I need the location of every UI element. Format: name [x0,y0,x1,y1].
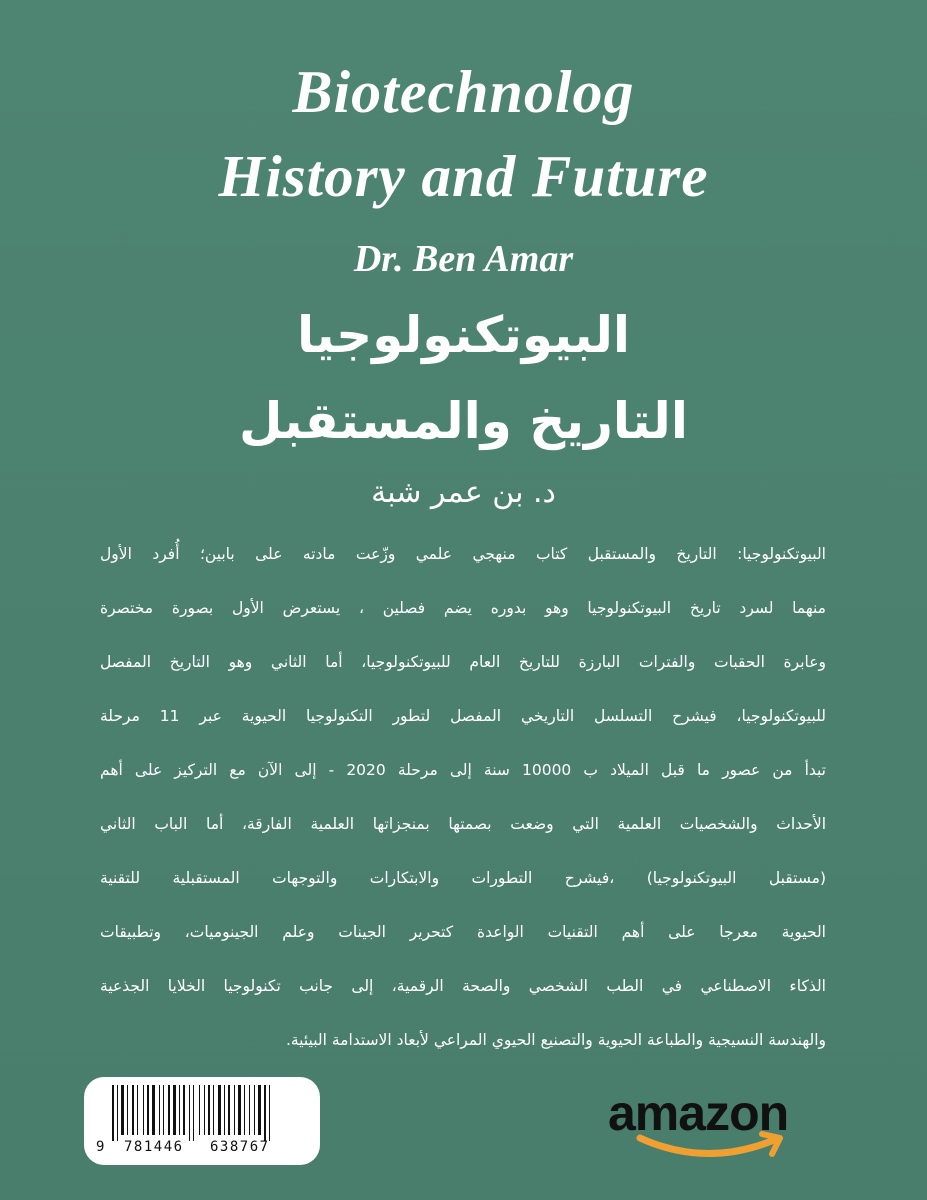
barcode-right-group: 638767 [210,1139,270,1155]
book-description [100,538,826,1078]
arabic-title-line2: التاريخ والمستقبل [239,392,688,450]
description-line: والهندسة النسيجية والطباعة الحيوية والتصنيع الحيوي المراعي لأبعاد الاستدامة البيئية. [285,1031,826,1049]
isbn-barcode [84,1077,320,1165]
amazon-smile-icon [636,1130,786,1166]
english-title-line2: History and Future [218,143,709,209]
description-line: تبدأ من عصور ما قبل الميلاد ب 10000 سنة إلى مرحلة 2020 - إلى الآن مع التركيز على أهم [100,761,826,779]
barcode-lead-digit: 9 [96,1139,106,1155]
barcode-bars [108,1085,298,1141]
description-line: الأحداث والشخصيات العلمية التي وضعت بصمتها بمنجزاتها العلمية الفارقة، أما الباب الثاني [100,815,826,833]
amazon-logo-text: amazon [608,1085,789,1141]
description-line: الحيوية معرجا على أهم التقنيات الواعدة كتحرير الجينات وعلم الجينوميات، وتطبيقات [100,923,826,941]
description-line: (مستقبل البيوتكنولوجيا) ،فيشرح التطورات والابتكارات والتوجهات المستقبلية للتقنية [100,869,826,887]
description-line: منهما لسرد تاريخ البيوتكنولوجيا وهو بدوره يضم فصلين ، يستعرض الأول بصورة مختصرة [100,599,826,617]
description-line: الذكاء الاصطناعي في الطب الشخصي والصحة الرقمية، إلى جانب تكنولوجيا الخلايا الجذعية [100,977,826,995]
description-line: وعابرة الحقبات والفترات البارزة للتاريخ العام للبيوتكنولوجيا، أما الثاني وهو التاريخ المفصل [100,653,826,671]
arabic-title-line1: البيوتكنولوجيا [296,306,631,364]
barcode-left-group: 781446 [124,1139,184,1155]
english-title-line1: Biotechnolog [292,59,635,125]
amazon-logo [608,1085,828,1168]
arabic-author: د. بن عمر شبة [371,475,556,510]
description-line: للبيوتكنولوجيا، فيشرح التسلسل التاريخي المفصل لتطور التكنولوجيا الحيوية عبر 11 مرحلة [100,707,826,725]
english-author: Dr. Ben Amar [353,238,574,280]
description-line: البيوتكنولوجيا: التاريخ والمستقبل كتاب منهجي علمي وزّعت مادته على بابين؛ أُفرد الأول [100,545,826,563]
